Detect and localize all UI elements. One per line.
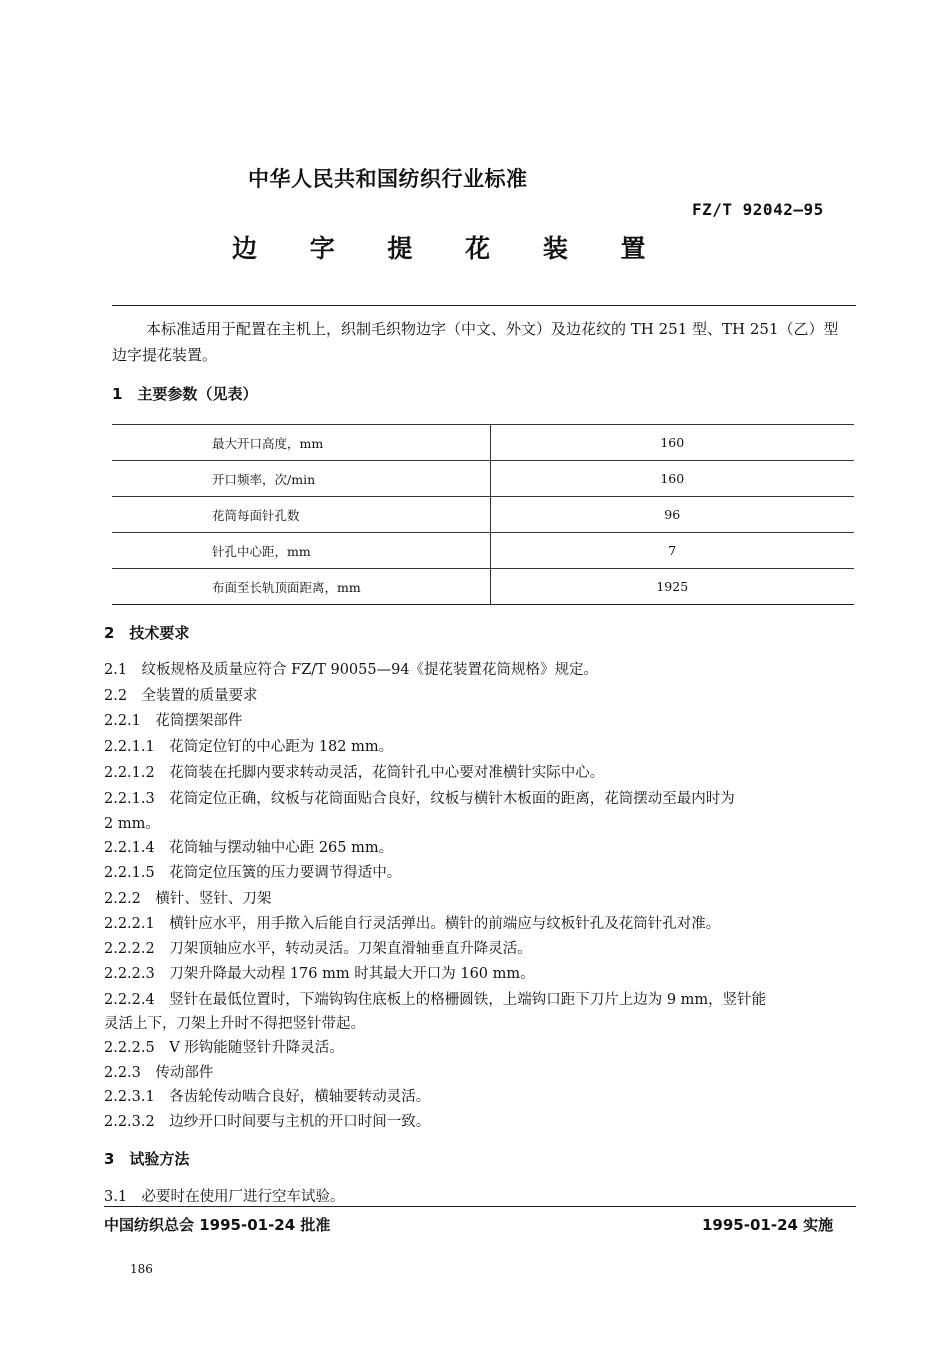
header-divider bbox=[112, 305, 856, 306]
param-name: 针孔中心距，mm bbox=[112, 533, 490, 569]
clause-line: 2.2.2.1 横针应水平，用手揿入后能自行灵活弹出。横针的前端应与纹板针孔及花筒针孔对准。 bbox=[104, 916, 721, 932]
clause-line: 2.2.2.5 V 形钩能随竖针升降灵活。 bbox=[104, 1040, 344, 1056]
standard-code: FZ/T 92042—95 bbox=[692, 200, 824, 219]
section-2-heading: 2 技术要求 bbox=[104, 624, 190, 642]
clause-line: 2.2.2.2 刀架顶轴应水平，转动灵活。刀架直滑轴垂直升降灵活。 bbox=[104, 941, 532, 957]
clause-line: 2.2.1.2 花筒装在托脚内要求转动灵活，花筒针孔中心要对准横针实际中心。 bbox=[104, 765, 605, 781]
clause-line: 2.2.1.3 花筒定位正确，纹板与花筒面贴合良好，纹板与横针木板面的距离，花筒摆动至最内时为 bbox=[104, 791, 735, 807]
param-name: 花筒每面针孔数 bbox=[112, 497, 490, 533]
clause-line: 2.2 全装置的质量要求 bbox=[104, 688, 258, 704]
approval-line: 中国纺织总会 1995-01-24 批准 bbox=[104, 1216, 331, 1234]
param-name: 开口频率，次/min bbox=[112, 461, 490, 497]
clause-line: 2.2.3.2 边纱开口时间要与主机的开口时间一致。 bbox=[104, 1114, 431, 1130]
clause-line: 2.2.2.4 竖针在最低位置时，下端钩钩住底板上的格栅圆铁，上端钩口距下刀片上边为 9 mm，竖针能 bbox=[104, 992, 767, 1008]
implementation-line: 1995-01-24 实施 bbox=[702, 1216, 834, 1234]
param-value: 160 bbox=[490, 461, 854, 497]
clause-line: 2.2.2 横针、竖针、刀架 bbox=[104, 891, 272, 907]
intro-line-2: 边字提花装置。 bbox=[112, 346, 218, 364]
parameters-table bbox=[112, 424, 854, 605]
clause-line: 2.2.2.3 刀架升降最大动程 176 mm 时其最大开口为 160 mm。 bbox=[104, 966, 535, 982]
clause-line: 灵活上下，刀架上升时不得把竖针带起。 bbox=[104, 1016, 365, 1032]
intro-line-1: 本标准适用于配置在主机上，织制毛织物边字（中文、外文）及边花纹的 TH 251 型、TH 251（乙）型 bbox=[146, 320, 839, 338]
document-title: 边 字 提 花 装 置 bbox=[232, 234, 668, 263]
param-name: 布面至长轨顶面距离，mm bbox=[112, 569, 490, 605]
table-row bbox=[112, 461, 854, 497]
param-name: 最大开口高度，mm bbox=[112, 425, 490, 461]
table-row bbox=[112, 569, 854, 605]
clause-line: 2 mm。 bbox=[104, 816, 160, 832]
section-3-heading: 3 试验方法 bbox=[104, 1150, 190, 1168]
param-value: 96 bbox=[490, 497, 854, 533]
param-value: 7 bbox=[490, 533, 854, 569]
clause-line: 3.1 必要时在使用厂进行空车试验。 bbox=[104, 1189, 345, 1205]
clause-line: 2.2.1.5 花筒定位压簧的压力要调节得适中。 bbox=[104, 865, 402, 881]
table-row bbox=[112, 497, 854, 533]
clause-line: 2.2.1.4 花筒轴与摆动轴中心距 265 mm。 bbox=[104, 840, 394, 856]
footer-divider bbox=[104, 1206, 856, 1207]
clause-line: 2.1 纹板规格及质量应符合 FZ/T 90055—94《提花装置花筒规格》规定。 bbox=[104, 662, 599, 678]
issuing-organization: 中华人民共和国纺织行业标准 bbox=[248, 167, 528, 191]
table-row bbox=[112, 533, 854, 569]
clause-line: 2.2.1 花筒摆架部件 bbox=[104, 713, 243, 729]
section-1-heading: 1 主要参数（见表） bbox=[112, 385, 258, 403]
page-number: 186 bbox=[130, 1262, 153, 1276]
clause-line: 2.2.3.1 各齿轮传动啮合良好，横轴要转动灵活。 bbox=[104, 1089, 431, 1105]
table-row bbox=[112, 425, 854, 461]
param-value: 160 bbox=[490, 425, 854, 461]
clause-line: 2.2.3 传动部件 bbox=[104, 1065, 214, 1081]
param-value: 1925 bbox=[490, 569, 854, 605]
clause-line: 2.2.1.1 花筒定位钉的中心距为 182 mm。 bbox=[104, 739, 394, 755]
